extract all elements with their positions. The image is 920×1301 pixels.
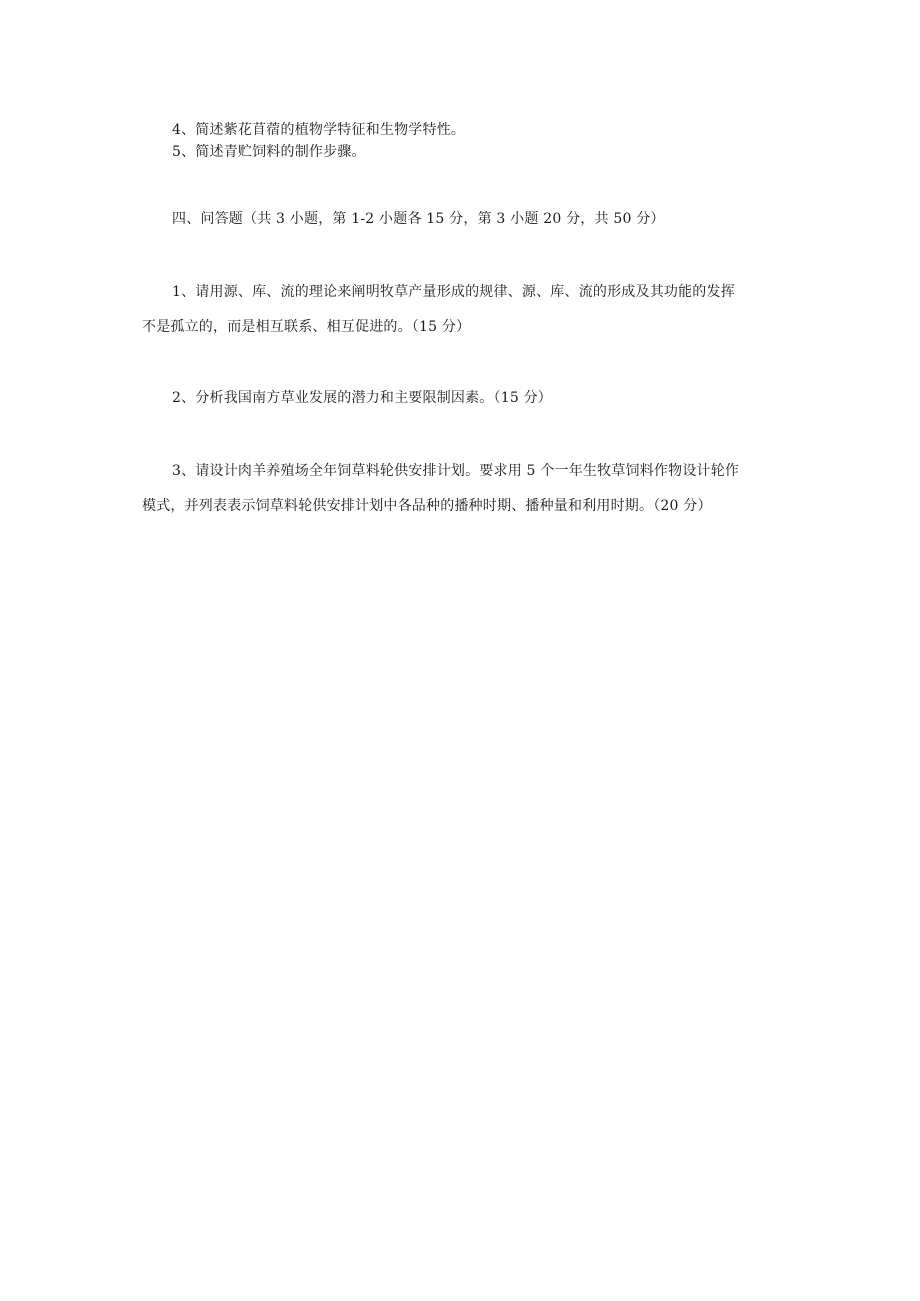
essay-question-3-line-1: 3、请设计肉羊养殖场全年饲草料轮供安排计划。要求用 5 个一年生牧草饲料作物设计轮作 xyxy=(172,463,740,479)
short-answer-question-5: 5、简述青贮饲料的制作步骤。 xyxy=(172,144,366,160)
essay-question-2: 2、分析我国南方草业发展的潜力和主要限制因素。（15 分） xyxy=(172,390,552,406)
section-four-heading: 四、问答题（共 3 小题，第 1-2 小题各 15 分，第 3 小题 20 分，共 50 分） xyxy=(172,211,665,227)
essay-question-1-line-1: 1、请用源、库、流的理论来阐明牧草产量形成的规律、源、库、流的形成及其功能的发挥 xyxy=(172,284,735,300)
essay-question-3-line-2: 模式，并列表表示饲草料轮供安排计划中各品种的播种时期、播种量和利用时期。（20 分） xyxy=(142,498,712,514)
short-answer-question-4: 4、简述紫花苜蓿的植物学特征和生物学特性。 xyxy=(172,122,466,138)
essay-question-1-line-2: 不是孤立的，而是相互联系、相互促进的。（15 分） xyxy=(142,319,471,335)
